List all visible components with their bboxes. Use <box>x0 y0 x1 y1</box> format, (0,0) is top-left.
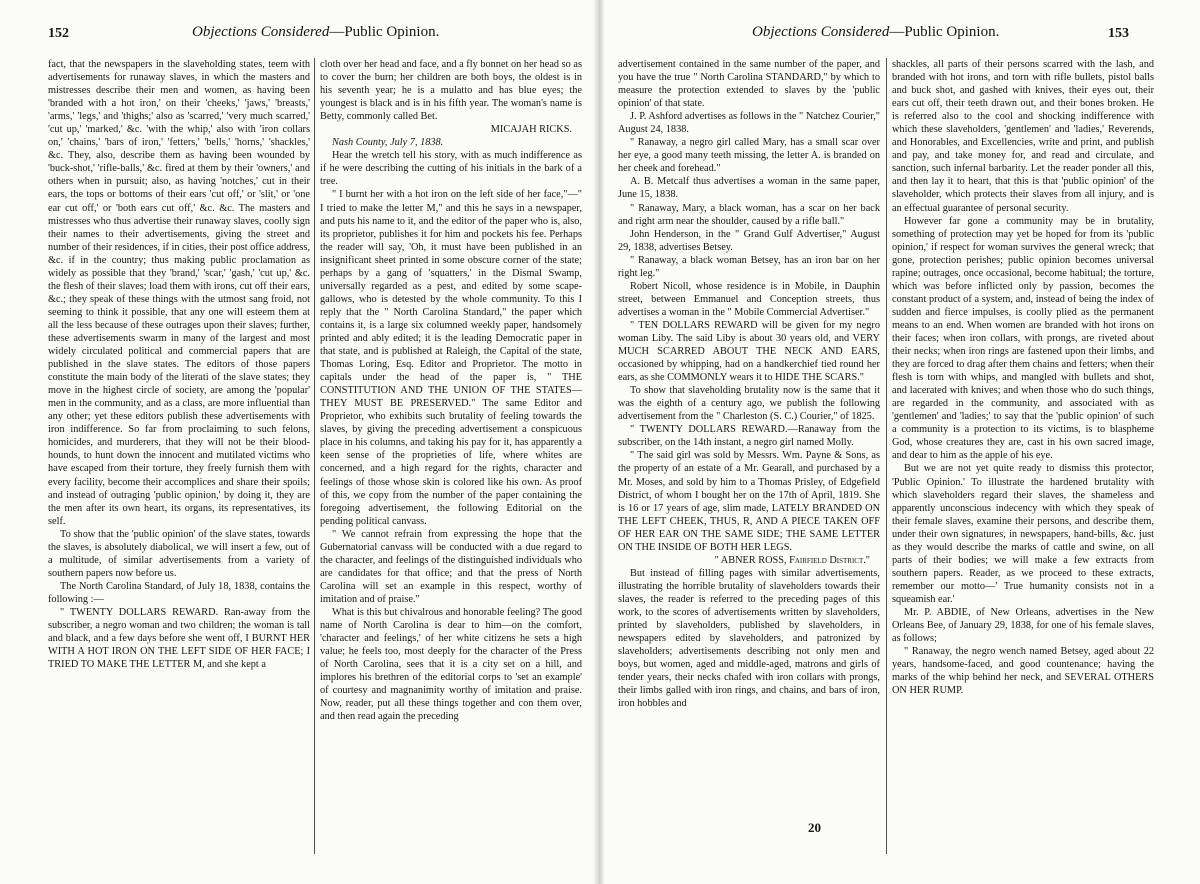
paragraph: What is this but chivalrous and honorable feeling? The good name of North Carolina is dear to him—on the comfort, 'character and feelings,' of her white citizens he sets a high value; he feels too, most deeply for the character of the Press of North Carolina, sees that it is a city set on a hill, and implores his brethren of the editorial corps to 'set an example' of courtesy and magnanimity worthy of imitation and praise. Now, reader, put all these things together and con them over, and then read again the preceding <box>320 606 582 723</box>
right-running-head-sub: —Public Opinion. <box>889 24 1000 40</box>
paragraph: fact, that the newspapers in the slaveholding states, teem with advertisements for runaway slaves, in which the masters and mistresses describe their men and women, as having been 'branded with a hot iron,' on their 'cheeks,' 'jaws,' 'breasts,' 'arms,' 'legs,' and 'thighs;' also as 'scarred,' 'very much scarred,' 'cut up,' 'marked,' &c. 'with the whip,' also with 'iron collars on,' 'chains,' 'bars of iron,' 'fetters,' 'bells,' 'horns,' 'shackles,' &c. They, also, describe them as having been wounded by 'buck-shot,' 'rifle-balls,' &c. fired at them by their 'owners,' and others when in pursuit; also, as having 'notches,' cut in their ears, the tops or bottoms of their ears 'cut off,' or 'slit,' or 'one ear cut off,' or 'both ears cut off,' &c. &c. The masters and mistresses who thus advertise their runaway slaves, coolly sign their names to their advertisements, giving the street and number of their residences, if in cities, their post office address, &c. if in the country; thus making public proclamation as widely as possible that they 'brand,' 'scar,' 'gash,' 'cut up,' &c. the flesh of their slaves; load them with irons, cut off their ears, &c.; they speak of these things with the utmost sang froid, not seeming to think it possible, that any one will esteem them at all the less because of these outrages upon their slaves; further, these advertisements swarm in many of the largest and most widely circulated political and commercial papers that are published in the slave states. The editors of those papers constitute the main body of the literati of the slave states; they move in the highest circle of society, are among the 'popular' men in the community, and as a class, are more influential than any other; yet these editors publish these advertisements with iron indifference. So far from proclaiming to such felons, homicides, and murderers, that they will not be their blood-hounds, to hunt down the innocent and mutilated victims who have escaped from their torture, they freely furnish them with every facility, become their accomplices and share their spoils; and instead of outraging 'public opinion,' by doing it, they are the men after its own heart, its organs, its representatives, its self. <box>48 59 310 527</box>
left-running-head-title: Objections Considered <box>192 24 330 40</box>
column-rule <box>886 58 887 854</box>
advertisement-quote: " TWENTY DOLLARS REWARD.—Ranaway from the subscriber, on the 14th instant, a negro girl named Molly. <box>618 424 880 449</box>
right-running-head <box>752 24 999 46</box>
paragraph: Robert Nicoll, whose residence is in Mobile, in Dauphin street, between Emmanuel and Conception streets, thus advertises a woman in the " Mobile Commercial Advertiser." <box>618 280 880 318</box>
paragraph: The North Carolina Standard, of July 18, 1838, contains the following :— <box>48 580 310 605</box>
paragraph: But instead of filling pages with similar advertisements, illustrating the horrible brutality of slaveholders towards their slaves, the reader is referred to the preceding pages of this work, to the scores of advertisements written by slaveholders, printed by slaveholders, published by slaveholders, in newspapers edited by slaveholders, and patronized by slaveholders; advertisements describing not only men and boys, but women, aged and middle-aged, matrons and girls of tender years, their necks chafed with iron collars with prongs, their limbs galled with iron rings, and chains, and bars of iron, iron hobbles and <box>618 567 880 710</box>
right-column-1 <box>618 58 880 878</box>
advertisement-quote: " TEN DOLLARS REWARD will be given for my negro woman Liby. The said Liby is about 30 years old, and VERY MUCH SCARRED ABOUT THE NECK AND EARS, occasioned by whipping, had on a handkerchief tied round her ears, as she COMMONLY wears it to HIDE THE SCARS." <box>618 319 880 384</box>
left-running-head <box>192 24 439 46</box>
right-page <box>600 0 1200 884</box>
right-column-2 <box>892 58 1154 878</box>
editorial-quote: " We cannot refrain from expressing the hope that the Gubernatorial canvass will be conducted with a due regard to the character, and feelings of the distinguished individuals who are candidates for that office; and that the press of North Carolina will set an example in this respect, worthy of imitation and of praise." <box>320 528 582 605</box>
paragraph: J. P. Ashford advertises as follows in the " Natchez Courier," August 24, 1838. <box>618 111 880 136</box>
paragraph: Mr. P. ABDIE, of New Orleans, advertises in the New Orleans Bee, of January 29, 1838, for one of his female slaves, as follows; <box>892 606 1154 645</box>
advertiser-signature: " ABNER ROSS, Fairfield District." <box>714 554 870 566</box>
paragraph: John Henderson, in the " Grand Gulf Advertiser," August 29, 1838, advertises Betsey. <box>618 228 880 253</box>
advertisement-quote: " TWENTY DOLLARS REWARD. Ran-away from the subscriber, a negro woman and two children; the woman is tall and black, and a few days before she went off, I BURNT HER WITH A HOT IRON ON THE LEFT SIDE OF HER FACE; I TRIED TO MAKE THE LETTER M, and she kept a <box>48 606 310 671</box>
paragraph: However far gone a community may be in brutality, something of protection may yet be hoped for from its 'public opinion,' if respect for woman survives the general wreck; that gone, protection perishes; public opinion becomes universal rapine; outrages, once occasional, become habitual; the torture, which was before inflicted only by passion, becomes the constant product of a system, and, instead of being the index of sudden and fierce impulses, is coolly plied as the permanent means to an end. When women are branded with hot irons on their faces; when iron collars, with prongs, are riveted about their necks; when iron rings are fastened upon their limbs, and they are forced to drag after them chains and fetters; when their flesh is torn with whips, and mangled with bullets and shot, and lacerated with knives; and when those who do such things, are regarded in the community, and associated with as 'gentlemen' and 'ladies;' to say that the 'public opinion' of such a community is a protection to its victims, is to blaspheme God, whose creatures they are, cast in his own sacred image, and dear to him as the apple of his eye. <box>892 215 1154 462</box>
advertisement-quote: " Ranaway, Mary, a black woman, has a scar on her back and right arm near the shoulder, caused by a rifle ball." <box>618 202 880 227</box>
paragraph: To show that the 'public opinion' of the slave states, towards the slaves, is absolutely diabolical, we will insert a few, out of a multitude, of similar advertisements from a variety of southern papers now before us. <box>48 528 310 579</box>
paragraph: shackles, all parts of their persons scarred with the lash, and branded with hot irons, and torn with rifle bullets, pistol balls and buck shot, and gashed with knives, their eyes out, their ears cut off, their teeth drawn out, and their bones broken. He is referred also to the cool and shocking indifference with which these slaveholders, 'gentlemen' and 'ladies,' Reverends, and Honorables, and Excellencies, write and print, and publish and pay, and take money for, and read and circulate, and sanction, such infernal barbarity. Let the reader ponder all this, and then lay it to heart, that this is that 'public opinion' of the slaveholder, which protects their slaves from all injury, and is an effectual guarantee of personal security. <box>892 59 1154 214</box>
column-rule <box>314 58 315 854</box>
advertisement-quote: " Ranaway, a negro girl called Mary, has a small scar over her eye, a good many teeth missing, the letter A. is branded on her cheek and forehead." <box>618 137 880 175</box>
right-running-head-title: Objections Considered <box>752 24 890 40</box>
paragraph: advertisement contained in the same number of the paper, and you have the true " North Carolina STANDARD," by which to measure the protection extended to slaves by the 'public opinion' of that state. <box>618 59 880 110</box>
left-column-2 <box>320 58 582 878</box>
left-running-head-sub: —Public Opinion. <box>329 24 440 40</box>
advertisement-quote: cloth over her head and face, and a fly bonnet on her head so as to cover the burn; her children are both boys, the oldest is in his seventh year; he is a mulatto and has blue eyes; the youngest is black and is in his fifth year. The woman's name is Betty, commonly called Bet. <box>320 59 582 123</box>
left-page <box>0 0 596 884</box>
advertisement-quote: " The said girl was sold by Messrs. Wm. Payne & Sons, as the property of an estate of a Mr. Gearall, and purchased by a Mr. Moses, and sold by him to a Thomas Prisley, of Edgefield District, of whom I bought her on the 17th of April, 1819. She is 16 or 17 years of age, slim made, LATELY BRANDED ON THE LEFT CHEEK, THUS, R, AND A PIECE TAKEN OFF OF HER EAR ON THE SAME SIDE; THE SAME LETTER ON THE INSIDE OF BOTH HER LEGS. <box>618 450 880 553</box>
dateline: Nash County, July 7, 1838. <box>332 137 444 149</box>
signature-mark: 20 <box>808 820 821 835</box>
advertisement-quote: " Ranaway, the negro wench named Betsey, aged about 22 years, handsome-faced, and good countenance; having the marks of the whip behind her neck, and SEVERAL OTHERS ON HER RUMP. <box>892 646 1154 697</box>
paragraph: A. B. Metcalf thus advertises a woman in the same paper, June 15, 1838. <box>618 176 880 201</box>
right-page-number: 153 <box>1108 26 1129 41</box>
paragraph: To show that slaveholding brutality now is the same that it was the eighth of a century ago, we publish the following advertisement from the " Charleston (S. C.) Courier," of 1825. <box>618 385 880 423</box>
advertisement-quote: " Ranaway, a black woman Betsey, has an iron bar on her right leg." <box>618 254 880 279</box>
paragraph: Hear the wretch tell his story, with as much indifference as if he were describing the cutting of his initials in the bark of a tree. <box>320 150 582 188</box>
left-page-number: 152 <box>48 26 69 41</box>
advertiser-signature: MICAJAH RICKS. <box>490 124 572 136</box>
paragraph: " I burnt her with a hot iron on the left side of her face,"—" I tried to make the letter M," and this he says in a newspaper, and puts his name to it, and the editor of the paper who is, also, its proprietor, publishes it for him and pockets his fee. Perhaps the reader will say, 'Oh, it must have been published in an insignificant sheet printed in some obscure corner of the state; perhaps by a gang of 'squatters,' in the Dismal Swamp, universally regarded as a pest, and edited by some scape-gallows, who is detested by the whole community. To this I reply that the " North Carolina Standard," the paper which contains it, is a large six columned weekly paper, handsomely printed and ably edited; it is the leading Democratic paper in that state, and is published at Raleigh, the Capital of the state, Thomas Loring, Esq. Editor and Proprietor. The motto in capitals under the head of the paper is, " THE CONSTITUTION AND THE UNION OF THE STATES—THEY MUST BE PRESERVED." The same Editor and Proprietor, who exhibits such brutality of feeling towards the slaves, by giving the preceding advertisement a conspicuous place in his columns, and taking his pay for it, has apparently a keen sense of the proprieties of life, where whites are concerned, and a high regard for the rights, character and feelings of those whose skin is colored like his own. As proof of this, we copy from the number of the paper containing the foregoing advertisement, the following Editorial on the pending political canvass. <box>320 189 582 527</box>
left-column-1 <box>48 58 310 878</box>
paragraph: But we are not yet quite ready to dismiss this protector, 'Public Opinion.' To illustrate the hardened brutality with which slaveholders regard their slaves, the shameless and apparently unconscious indecency with which they speak of their female slaves, examine their persons, and describe them, under their own signatures, in newspapers, hand-bills, &c. just as they would describe the marks of cattle and swine, on all parts of their bodies; we will make a few extracts from southern papers. Reader, as we proceed to these extracts, remember our motto—' True humanity consists not in a squeamish ear.' <box>892 463 1154 605</box>
